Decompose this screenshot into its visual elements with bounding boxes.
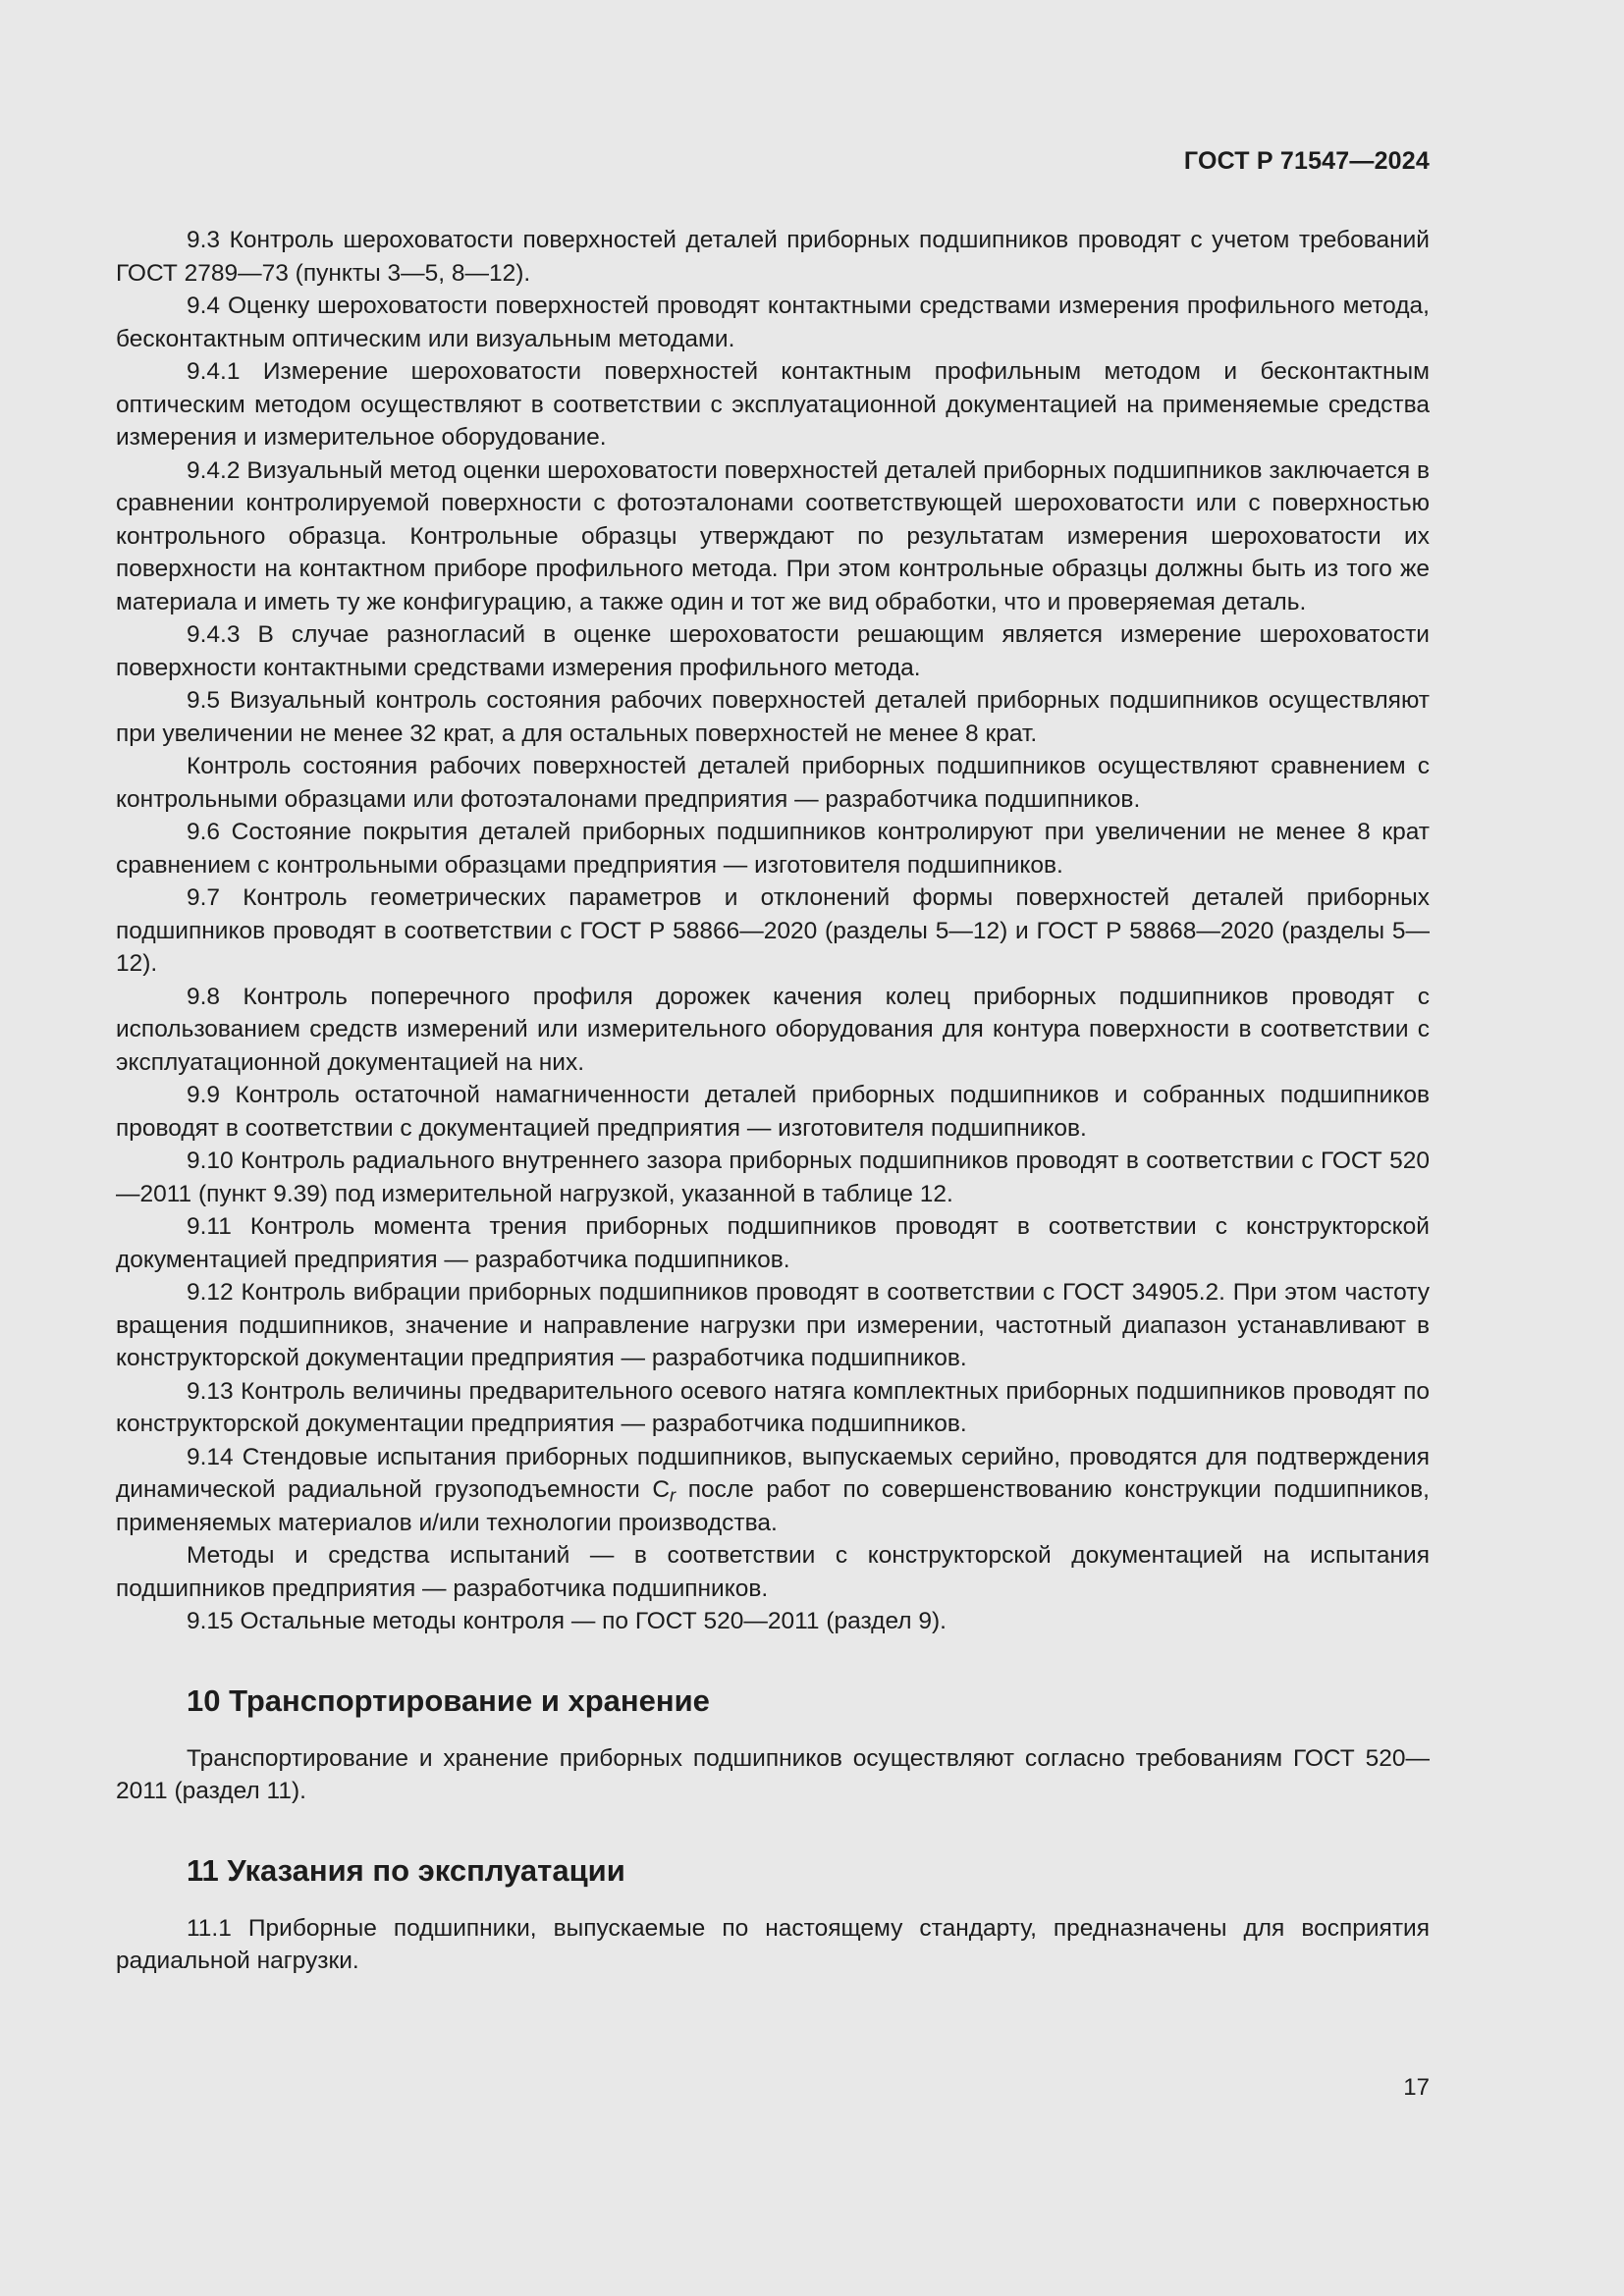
paragraph-9-8: 9.8 Контроль поперечного профиля дорожек качения колец приборных подшипников проводят с использованием средств измерений или измерительного оборудования для контура поверхности в соответствии с эксплуатационной документацией на них. (116, 983, 1430, 1076)
cr-subscript: r (670, 1484, 677, 1506)
paragraph-9-14-text-end: после работ по совершенствованию конструкции подшипников, применяемых материалов и/или технологии производства. (116, 1476, 1430, 1536)
paragraph-9-4-1: 9.4.1 Измерение шероховатости поверхностей контактным профильным методом и бесконтактным оптическим методом осуществляют в соответствии с эксплуатационной документацией на применяемые средства измерения и измерительное оборудование. (116, 358, 1430, 451)
paragraph-9-4-3: 9.4.3 В случае разногласий в оценке шероховатости решающим является измерение шероховатости поверхности контактными средствами измерения профильного метода. (116, 621, 1430, 681)
document-id-header: ГОСТ Р 71547—2024 (1183, 147, 1430, 175)
section-10-heading: 10 Транспортирование и хранение (187, 1682, 710, 1718)
paragraph-11-1: 11.1 Приборные подшипники, выпускаемые по настоящему стандарту, предназначены для восприятия радиальной нагрузки. (116, 1914, 1430, 1974)
paragraph-9-12: 9.12 Контроль вибрации приборных подшипников проводят в соответствии с ГОСТ 34905.2. При этом частоту вращения подшипников, значение и направление нагрузки при измерении, частотный диапазон устанавливают в конструкторской документации предприятия — разработчика подшипников. (116, 1279, 1430, 1371)
paragraph-9-10: 9.10 Контроль радиального внутреннего зазора приборных подшипников проводят в соответствии с ГОСТ 520—2011 (пункт 9.39) под измерительной нагрузкой, указанной в таблице 12. (116, 1148, 1430, 1207)
paragraph-9-11: 9.11 Контроль момента трения приборных подшипников проводят в соответствии с конструкторской документацией предприятия — разработчика подшипников. (116, 1213, 1430, 1273)
section-10-text: Транспортирование и хранение приборных подшипников осуществляют согласно требованиям ГОСТ 520—2011 (раздел 11). (116, 1744, 1430, 1804)
paragraph-9-14-text-start: 9.14 Стендовые испытания приборных подшипников, выпускаемых серийно, проводятся для подтверждения динамической радиальной грузоподъемности C (116, 1443, 1430, 1503)
paragraph-9-7: 9.7 Контроль геометрических параметров и отклонений формы поверхностей деталей приборных подшипников проводят в соответствии с ГОСТ Р 58866—2020 (разделы 5—12) и ГОСТ Р 58868—2020 (разделы 5—12). (116, 884, 1430, 977)
paragraph-9-4-2: 9.4.2 Визуальный метод оценки шероховатости поверхностей деталей приборных подшипников заключается в сравнении контролируемой поверхности с фотоэталонами соответствующей шероховатости или с поверхностью контрольного образца. Контрольные образцы утверждают по результатам измерения шероховатости их поверхности на контактном приборе профильного метода. При этом контрольные образцы должны быть из того же материала и иметь ту же конфигурацию, а также один и тот же вид обработки, что и проверяемая деталь. (116, 456, 1430, 615)
paragraph-9-9: 9.9 Контроль остаточной намагниченности деталей приборных подшипников и собранных подшипников проводят в соответствии с документацией предприятия — изготовителя подшипников. (116, 1082, 1430, 1142)
paragraph-9-5: 9.5 Визуальный контроль состояния рабочих поверхностей деталей приборных подшипников осуществляют при увеличении не менее 32 крат, а для остальных поверхностей не менее 8 крат. (116, 687, 1430, 747)
paragraph-9-15: 9.15 Остальные методы контроля — по ГОСТ 520—2011 (раздел 9). (187, 1608, 947, 1634)
section-11-heading: 11 Указания по эксплуатации (187, 1852, 625, 1888)
page-number: 17 (1403, 2074, 1430, 2101)
paragraph-9-14 (116, 1441, 1430, 1540)
paragraph-9-14-continued: Методы и средства испытаний — в соответствии с конструкторской документацией на испытания подшипников предприятия — разработчика подшипников. (116, 1542, 1430, 1602)
document-body (116, 224, 1430, 1978)
paragraph-9-3: 9.3 Контроль шероховатости поверхностей деталей приборных подшипников проводят с учетом требований ГОСТ 2789—73 (пункты 3—5, 8—12). (116, 227, 1430, 287)
paragraph-9-5-continued: Контроль состояния рабочих поверхностей деталей приборных подшипников осуществляют сравнением с контрольными образцами или фотоэталонами предприятия — разработчика подшипников. (116, 753, 1430, 813)
paragraph-9-6: 9.6 Состояние покрытия деталей приборных подшипников контролируют при увеличении не менее 8 крат сравнением с контрольными образцами предприятия — изготовителя подшипников. (116, 819, 1430, 879)
paragraph-9-4: 9.4 Оценку шероховатости поверхностей проводят контактными средствами измерения профильного метода, бесконтактным оптическим или визуальным методами. (116, 293, 1430, 352)
paragraph-9-13: 9.13 Контроль величины предварительного осевого натяга комплектных приборных подшипников проводят по конструкторской документации предприятия — разработчика подшипников. (116, 1377, 1430, 1437)
